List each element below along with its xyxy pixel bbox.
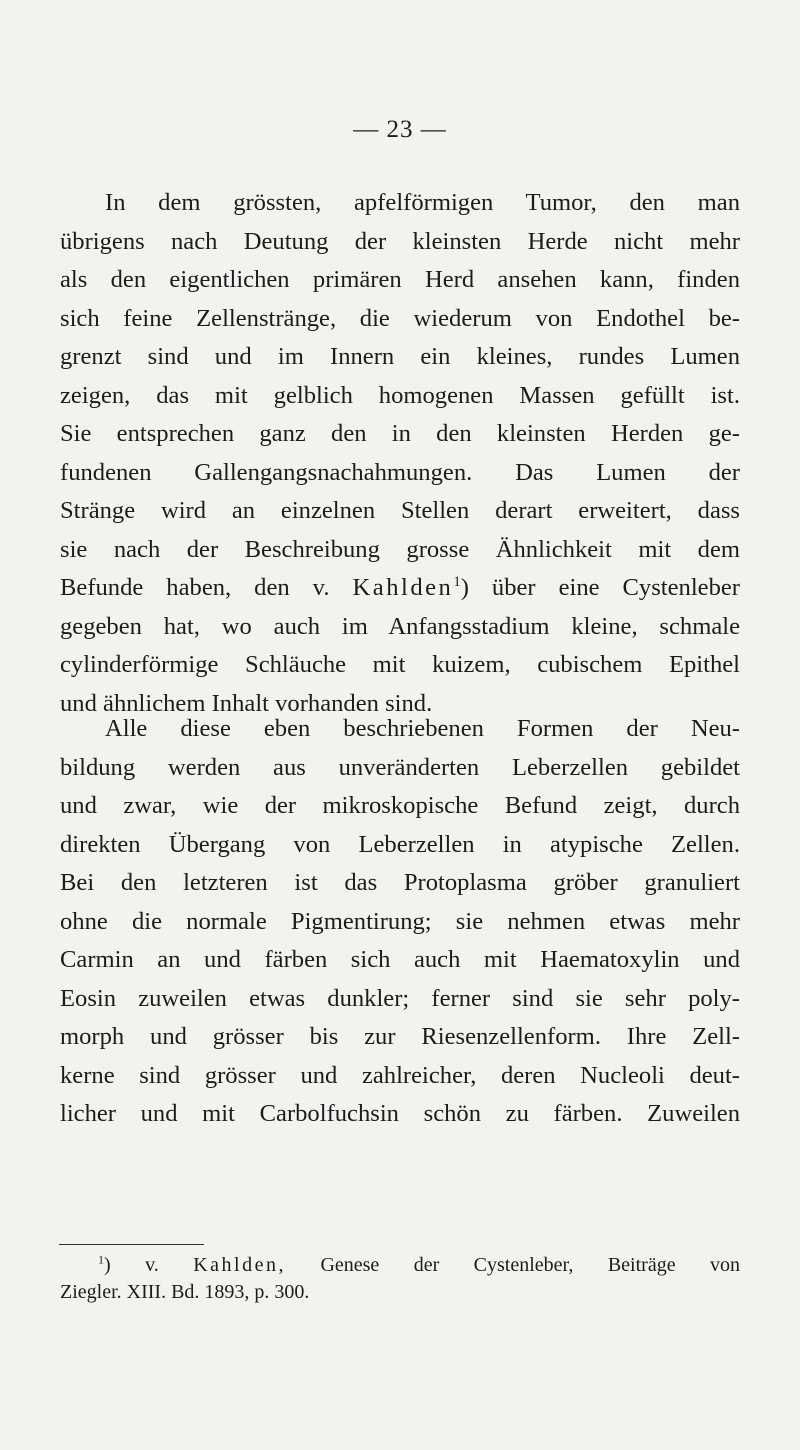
page-number: — 23 —: [353, 116, 447, 143]
footnote-marker: 1: [98, 1252, 104, 1267]
footnote-divider: [59, 1244, 204, 1245]
text-line: kerne sind grösser und zahlreicher, deren Nucleoli deut-: [60, 1061, 740, 1089]
footnote: [60, 1252, 740, 1306]
text-line: Bei den letzteren ist das Protoplasma gröber granuliert: [60, 869, 740, 896]
text-line: Alle diese eben beschriebenen Formen der Neu-: [105, 715, 740, 742]
text-line: cylinderförmige Schläuche mit kuizem, cubischem Epithel: [60, 651, 740, 678]
text-line: morph und grösser bis zur Riesenzellenform. Ihre Zell-: [60, 1023, 740, 1050]
footnote-line: [60, 1252, 740, 1279]
paragraph-1: [60, 184, 740, 723]
text-line: sich feine Zellenstränge, die wiederum von Endothel be-: [60, 304, 740, 332]
text-line: als den eigentlichen primären Herd ansehen kann, finden: [60, 266, 740, 293]
text-line: und zwar, wie der mikroskopische Befund zeigt, durch: [60, 792, 740, 819]
text-segment: Befunde haben, den v.: [60, 574, 330, 601]
text-line: fundenen Gallengangsnachahmungen. Das Lumen der: [60, 458, 740, 486]
text-segment: ) über eine Cystenleber: [460, 574, 741, 601]
text-line: In dem grössten, apfelförmigen Tumor, den man: [105, 189, 740, 216]
text-line-with-footnote-ref: [60, 569, 740, 608]
footnote-prefix: ) v.: [104, 1254, 159, 1276]
text-line: licher und mit Carbolfuchsin schön zu färben. Zuweilen: [60, 1100, 740, 1127]
footnote-author: Kahlden,: [193, 1254, 286, 1276]
footnote-line: Ziegler. XIII. Bd. 1893, p. 300.: [60, 1281, 310, 1303]
paragraph-2: [60, 710, 740, 1134]
text-line: ohne die normale Pigmentirung; sie nehmen etwas mehr: [60, 907, 740, 935]
footnote-text: Genese der Cystenleber, Beiträge von: [320, 1254, 741, 1276]
text-line: zeigen, das mit gelblich homogenen Massen gefüllt ist.: [60, 381, 740, 409]
text-line: und ähnlichem Inhalt vorhanden sind.: [60, 689, 433, 717]
footnote-ref: 1: [453, 573, 461, 590]
text-line: Sie entsprechen ganz den in den kleinsten Herden ge-: [60, 420, 740, 447]
text-line: übrigens nach Deutung der kleinsten Herde nicht mehr: [60, 227, 740, 255]
author-name: Kahlden: [352, 574, 454, 601]
text-line: gegeben hat, wo auch im Anfangsstadium kleine, schmale: [60, 612, 740, 640]
text-line: sie nach der Beschreibung grosse Ähnlichkeit mit dem: [60, 535, 740, 563]
text-line: Carmin an und färben sich auch mit Haematoxylin und: [60, 946, 740, 973]
text-line: bildung werden aus unveränderten Leberzellen gebildet: [60, 753, 740, 781]
text-line: Stränge wird an einzelnen Stellen derart erweitert, dass: [60, 497, 740, 524]
text-line: Eosin zuweilen etwas dunkler; ferner sind sie sehr poly-: [60, 984, 740, 1012]
text-line: direkten Übergang von Leberzellen in atypische Zellen.: [60, 830, 740, 858]
text-line: grenzt sind und im Innern ein kleines, rundes Lumen: [60, 343, 740, 370]
